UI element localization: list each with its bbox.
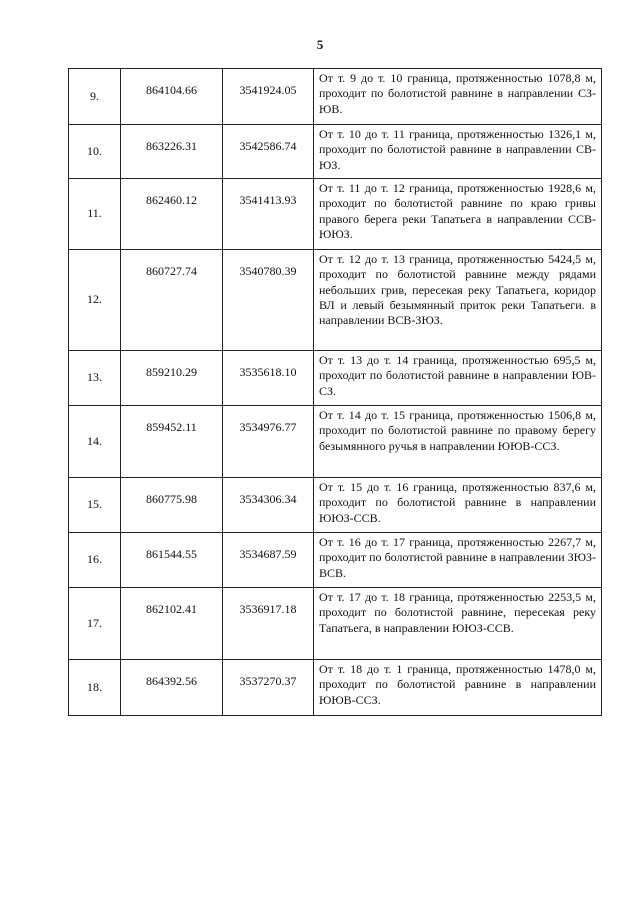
y-coordinate-cell: 3537270.37 [223, 660, 314, 716]
y-coordinate-cell: 3541924.05 [223, 69, 314, 125]
boundary-description-cell: От т. 12 до т. 13 граница, протяженностью 5424,5 м, проходит по болотистой равнине между рядами небольших грив, пересекая реку Тапатьега, коридор ВЛ и левый безымянный приток реки Тапатьеги. в направлении ВСВ-ЗЮЗ. [314, 250, 602, 351]
table-row [69, 406, 602, 478]
x-coordinate-cell: 859210.29 [121, 351, 223, 406]
x-coordinate-cell: 864104.66 [121, 69, 223, 125]
boundary-description-cell: От т. 10 до т. 11 граница, протяженностью 1326,1 м, проходит по болотистой равнине в направлении СВ-ЮЗ. [314, 125, 602, 179]
table-row [69, 351, 602, 406]
boundary-description-cell: От т. 13 до т. 14 граница, протяженностью 695,5 м, проходит по болотистой равнине в направлении ЮВ-СЗ. [314, 351, 602, 406]
point-number-cell: 12. [69, 250, 121, 351]
table-row [69, 250, 602, 351]
x-coordinate-cell: 861544.55 [121, 533, 223, 588]
y-coordinate-cell: 3536917.18 [223, 588, 314, 660]
x-coordinate-cell: 860775.98 [121, 478, 223, 533]
point-number-cell: 15. [69, 478, 121, 533]
x-coordinate-cell: 862102.41 [121, 588, 223, 660]
table-row [69, 125, 602, 179]
table-row [69, 69, 602, 125]
table-row [69, 588, 602, 660]
point-number-cell: 9. [69, 69, 121, 125]
boundary-description-cell: От т. 18 до т. 1 граница, протяженностью 1478,0 м, проходит по болотистой равнине в направлении ЮЮВ-ССЗ. [314, 660, 602, 716]
y-coordinate-cell: 3534687.59 [223, 533, 314, 588]
table-row [69, 533, 602, 588]
table-row [69, 179, 602, 250]
page-number: 5 [316, 37, 324, 52]
point-number-cell: 18. [69, 660, 121, 716]
x-coordinate-cell: 862460.12 [121, 179, 223, 250]
point-number-cell: 13. [69, 351, 121, 406]
boundary-description-cell: От т. 16 до т. 17 граница, протяженностью 2267,7 м, проходит по болотистой равнине в направлении ЗЮЗ-ВСВ. [314, 533, 602, 588]
table-row [69, 478, 602, 533]
y-coordinate-cell: 3542586.74 [223, 125, 314, 179]
point-number-cell: 10. [69, 125, 121, 179]
point-number-cell: 16. [69, 533, 121, 588]
x-coordinate-cell: 859452.11 [121, 406, 223, 478]
y-coordinate-cell: 3534306.34 [223, 478, 314, 533]
point-number-cell: 14. [69, 406, 121, 478]
y-coordinate-cell: 3535618.10 [223, 351, 314, 406]
y-coordinate-cell: 3540780.39 [223, 250, 314, 351]
boundary-description-cell: От т. 9 до т. 10 граница, протяженностью 1078,8 м, проходит по болотистой равнине в направлении СЗ-ЮВ. [314, 69, 602, 125]
point-number-cell: 17. [69, 588, 121, 660]
y-coordinate-cell: 3541413.93 [223, 179, 314, 250]
boundary-table [68, 68, 602, 716]
boundary-description-cell: От т. 14 до т. 15 граница, протяженностью 1506,8 м, проходит по болотистой равнине по правому берегу безымянного ручья в направлении ЮЮВ-ССЗ. [314, 406, 602, 478]
boundary-description-cell: От т. 15 до т. 16 граница, протяженностью 837,6 м, проходит по болотистой равнине в направлении ЮЮЗ-ССВ. [314, 478, 602, 533]
boundary-description-cell: От т. 11 до т. 12 граница, протяженностью 1928,6 м, проходит по болотистой равнине по краю гривы правого берега реки Тапатьега в направлении ССВ-ЮЮЗ. [314, 179, 602, 250]
table-body [69, 69, 602, 716]
boundary-description-cell: От т. 17 до т. 18 граница, протяженностью 2253,5 м, проходит по болотистой равнине, пересекая реку Тапатьега, в направлении ЮЮЗ-ССВ. [314, 588, 602, 660]
table-row [69, 660, 602, 716]
x-coordinate-cell: 863226.31 [121, 125, 223, 179]
point-number-cell: 11. [69, 179, 121, 250]
x-coordinate-cell: 860727.74 [121, 250, 223, 351]
y-coordinate-cell: 3534976.77 [223, 406, 314, 478]
x-coordinate-cell: 864392.56 [121, 660, 223, 716]
